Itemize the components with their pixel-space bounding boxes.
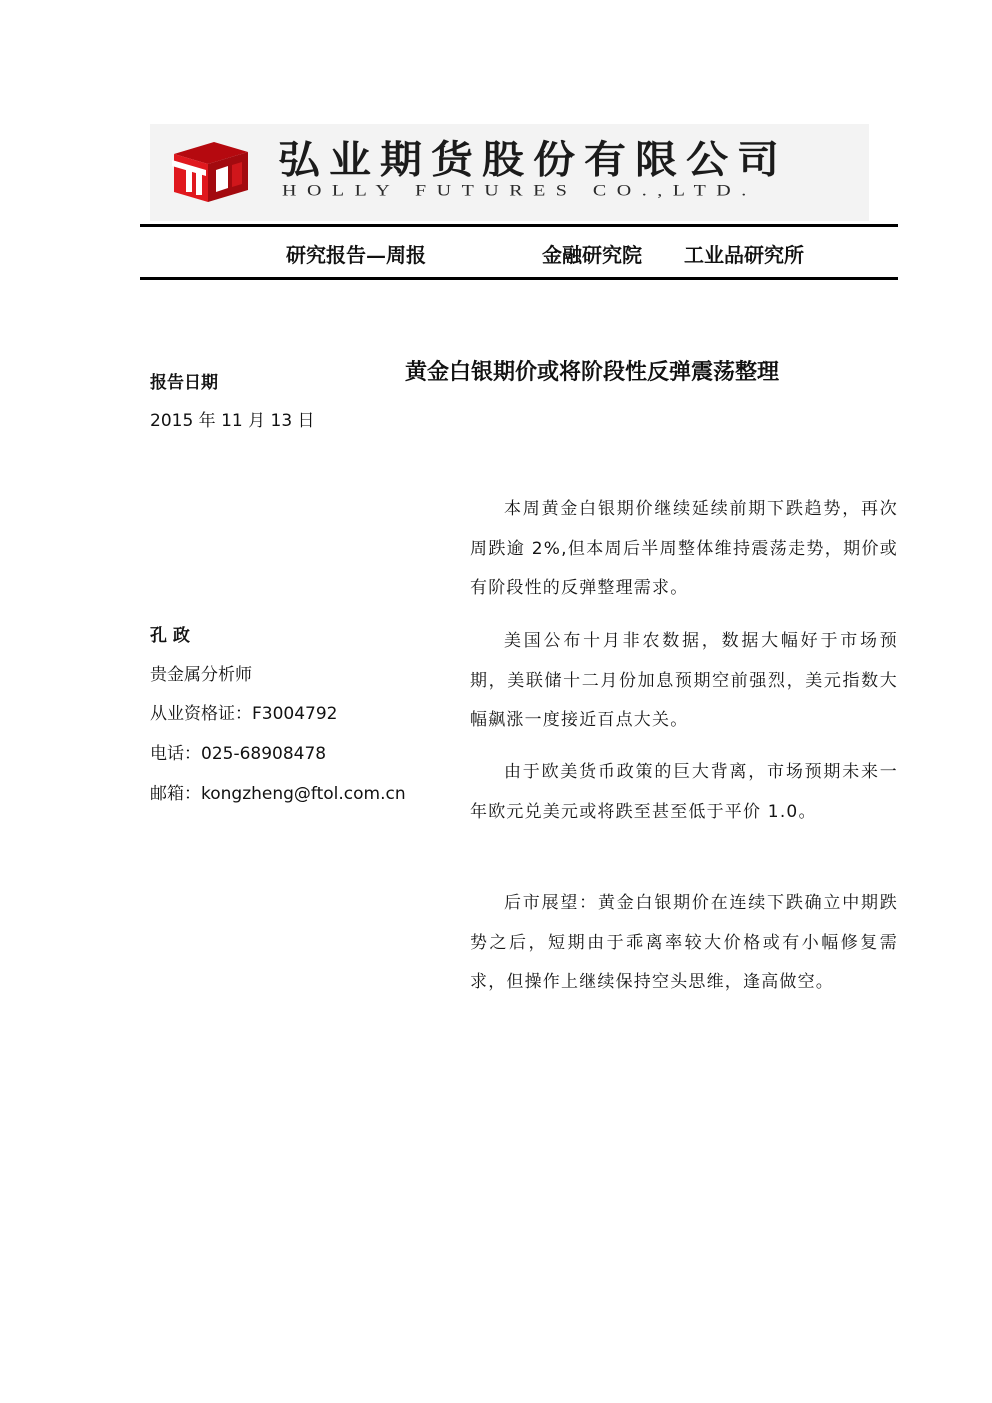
author-phone: 电话：025-68908478: [150, 744, 327, 764]
summary-paragraph: 美国公布十月非农数据，数据大幅好于市场预期，美联储十二月份加息预期空前强烈，美元指数大幅飙涨一度接近百点大关。: [470, 631, 898, 730]
report-title: 黄金白银期价或将阶段性反弹震荡整理: [405, 359, 780, 385]
company-name-en: HOLLY FUTURES CO.,LTD.: [282, 182, 757, 200]
author-title: 贵金属分析师: [150, 665, 252, 685]
header-rule-bottom: [140, 277, 898, 280]
report-type-label: 研究报告—周报: [286, 243, 426, 267]
author-email: 邮箱：kongzheng@ftol.com.cn: [150, 784, 406, 804]
header-rule-top: [140, 224, 898, 227]
company-name-cn: 弘业期货股份有限公司: [278, 137, 789, 183]
report-date-value: 2015 年 11 月 13 日: [150, 411, 315, 431]
report-date-label: 报告日期: [150, 373, 218, 393]
company-logo-banner: [150, 124, 869, 221]
department-label-industrial: 工业品研究所: [684, 243, 804, 267]
author-license: 从业资格证：F3004792: [150, 704, 338, 724]
author-name: 孔 政: [150, 626, 190, 646]
department-label-finance: 金融研究院: [542, 243, 642, 267]
summary-paragraph: 由于欧美货币政策的巨大背离，市场预期未来一年欧元兑美元或将跌至甚至低于平价 1.0。: [470, 762, 898, 822]
summary-paragraph: 本周黄金白银期价继续延续前期下跌趋势，再次周跌逾 2%,但本周后半周整体维持震荡走势，期价或有阶段性的反弹整理需求。: [470, 499, 898, 598]
summary-paragraph: 后市展望：黄金白银期价在连续下跌确立中期跌势之后，短期由于乖离率较大价格或有小幅修复需求，但操作上继续保持空头思维，逢高做空。: [470, 893, 898, 992]
red-cube-logo-icon: [168, 138, 252, 204]
